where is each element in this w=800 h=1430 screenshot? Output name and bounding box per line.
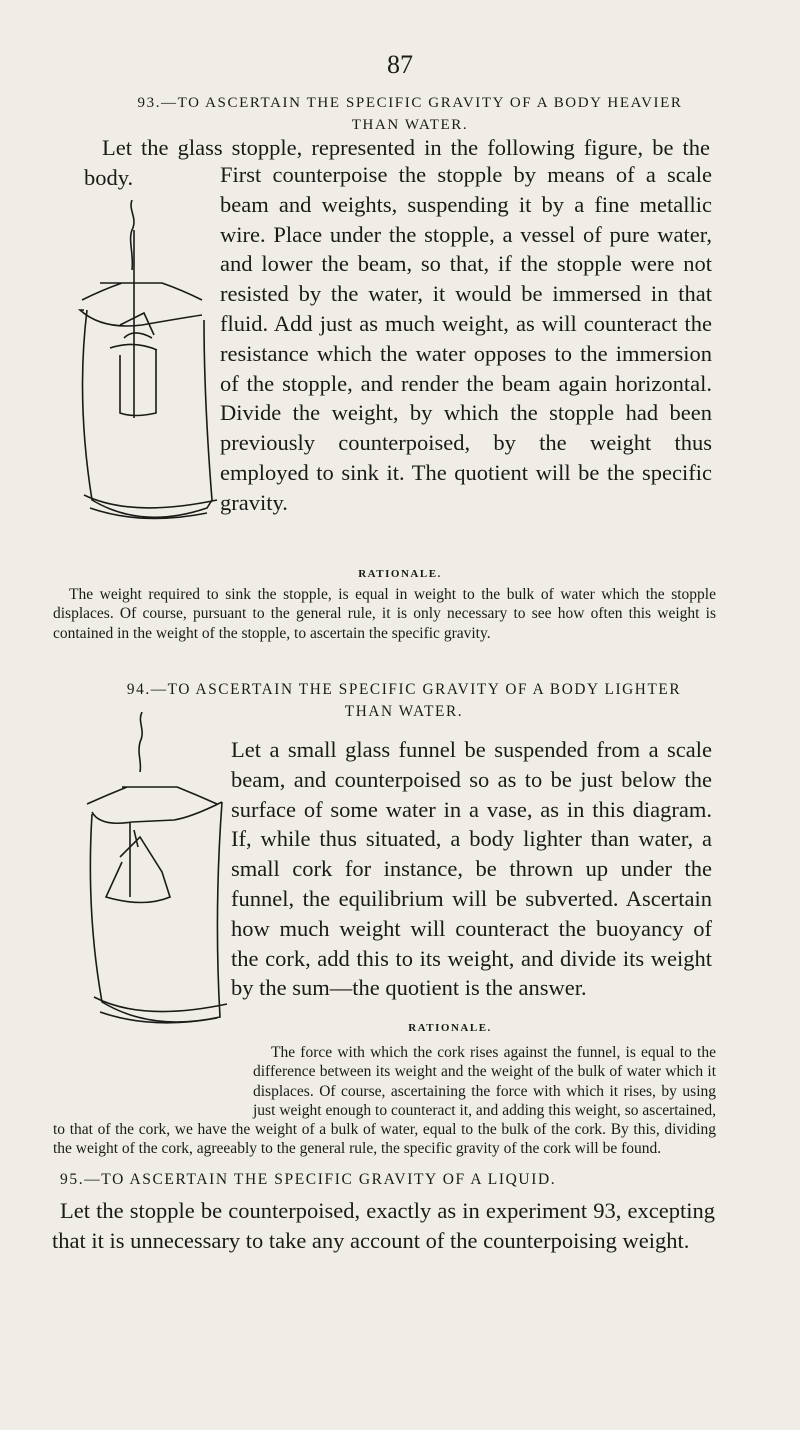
vessel-rim — [82, 283, 202, 300]
section-94-rationale-title: RATIONALE. — [408, 1022, 492, 1034]
glass-funnel-figure — [82, 712, 232, 1062]
section-93-rationale-title: RATIONALE. — [358, 568, 442, 580]
section-93-heading-line2: THAN WATER. — [351, 117, 469, 133]
suspension-wire — [139, 712, 142, 772]
section-93-intro: Let the glass stopple, represented in the following figure, be the body. — [84, 135, 710, 190]
section-94-heading-line2: THAN WATER. — [344, 703, 464, 720]
vase-rim — [87, 787, 217, 804]
section-95-heading: 95.—TO ASCERTAIN THE SPECIFIC GRAVITY OF A LIQUID. — [60, 1171, 557, 1188]
section-93-rationale: The weight required to sink the stopple, is equal in weight to the bulk of water which the stopple displaces. Of course, pursuant to the general rule, it is only necessary to see how often this weight is contained in the weight of the stopple, to ascertain the specific gravity. — [53, 586, 716, 642]
section-93-heading-line1: 93.—TO ASCERTAIN THE SPECIFIC GRAVITY OF A BODY HEAVIER — [137, 95, 683, 111]
vessel-outline — [80, 310, 212, 517]
section-94-rationale-wrap — [53, 1043, 716, 1159]
section-93-heading — [60, 92, 760, 136]
vase-base — [94, 997, 227, 1023]
section-94-body: Let a small glass funnel be suspended from a scale beam, and counterpoised so as to be just below the surface of some water in a vase, as in this diagram. If, while thus situated, a body lighter than water, a small cork for instance, be thrown up under the funnel, the equilibrium will be subverted. Ascertain how much weight will counteract the buoyancy of the cork, add this to its weight, and divide its weight by the sum—the quotient is the answer. — [231, 737, 712, 1001]
section-94-rationale: The force with which the cork rises against the funnel, is equal to the difference between its weight and the weight of the bulk of water which it displaces. Of course, ascertaining the force with which it rises, by using just weight enough to counteract it, and adding this weight, so ascertained, to that of the cork, we have the weight of a bulk of water, equal to the bulk of the cork. By this, dividing the weight of the cork, agreeably to the general rule, the specific gravity of the cork will be found. — [53, 1044, 716, 1158]
section-94-heading-line1: 94.—TO ASCERTAIN THE SPECIFIC GRAVITY OF A BODY LIGHTER — [126, 681, 682, 698]
glass-stopple-figure — [72, 200, 222, 560]
stopple-body — [120, 350, 156, 416]
section-95-body: Let the stopple be counterpoised, exactly as in experiment 93, excepting that it is unnecessary to take any account of the counterpoising weight. — [52, 1198, 715, 1253]
section-93-body: First counterpoise the stopple by means of a scale beam and weights, suspending it by a fine metallic wire. Place under the stopple, a vessel of pure water, and lower the beam, so that, if the stopple were not resisted by the water, it would be immersed in that fluid. Add just as much weight, as will counteract the resistance which the water opposes to the immersion of the stopple, and render the beam again horizontal. Divide the weight, by which the stopple had been previously counterpoised, by the weight thus employed to sink it. The quotient will be the specific gravity. — [220, 162, 712, 515]
vase-outline — [90, 802, 222, 1022]
page-number: 87 — [387, 50, 413, 79]
